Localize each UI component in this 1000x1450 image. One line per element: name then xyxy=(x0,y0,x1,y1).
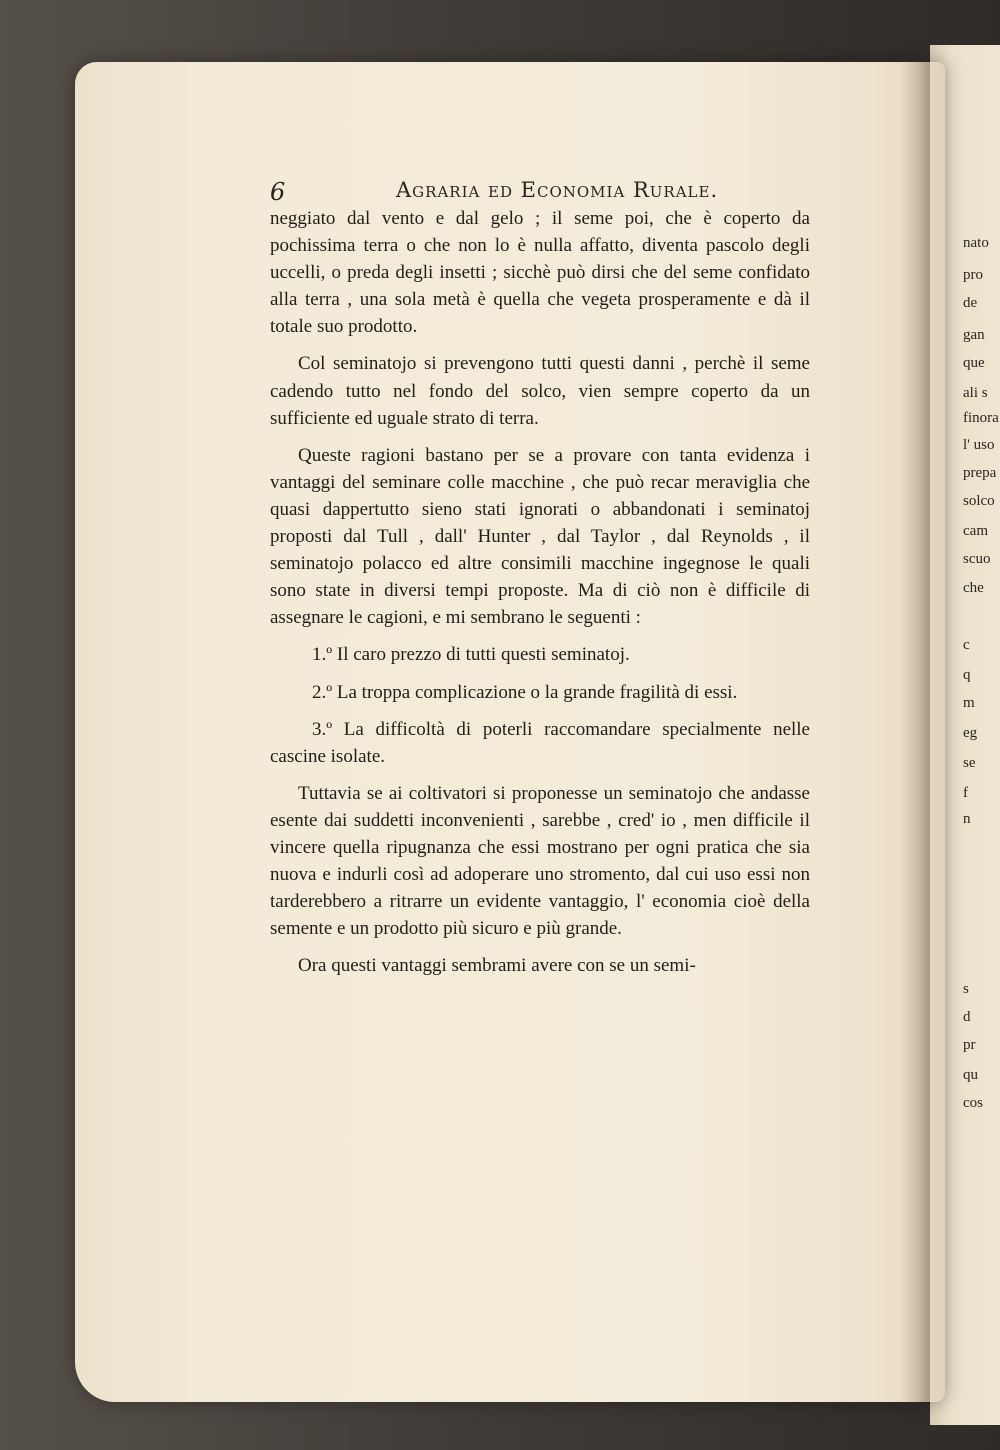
facing-text-fragment: que xyxy=(963,355,985,371)
page-number: 6 xyxy=(270,178,287,206)
facing-text-fragment: s xyxy=(963,981,969,997)
paragraph: Queste ragioni bastano per se a provare con tanta evidenza i vantaggi del seminare colle macchine , che può recar meraviglia che quasi dappertutto sieno stati ignorati o abbandonati i seminatoj proposti dal Tull , dall' Hunter , dal Taylor , dal Reynolds , il seminatojo polacco ed altre consimili macchine ingegnose le quali sono state in diversi tempi proposte. Ma di ciò non è difficile di assegnare le cagioni, e mi sembrano le seguenti : xyxy=(270,444,810,629)
facing-text-fragment: prepa xyxy=(963,465,997,481)
page-gutter-shadow xyxy=(900,62,930,1402)
facing-text-fragment: cos xyxy=(963,1095,983,1111)
facing-text-fragment: che xyxy=(963,580,984,596)
facing-text-fragment: scuo xyxy=(963,551,991,567)
facing-text-fragment: se xyxy=(963,755,976,771)
facing-text-fragment: nato xyxy=(963,235,989,251)
facing-text-fragment: l' uso xyxy=(963,437,995,453)
numbered-item: 1.º Il caro prezzo di tutti questi seminatoj. xyxy=(312,644,630,666)
body-text xyxy=(270,205,810,989)
facing-text-fragment: ali s xyxy=(963,385,988,401)
facing-text-fragment: c xyxy=(963,637,970,653)
numbered-item: 3.º La difficoltà di poterli raccomandare specialmente nelle cascine isolate. xyxy=(270,718,810,767)
facing-text-fragment: q xyxy=(963,667,971,683)
numbered-item: 2.º La troppa complicazione o la grande fragilità di essi. xyxy=(312,681,738,703)
facing-text-fragment: m xyxy=(963,695,975,711)
running-header xyxy=(270,178,810,208)
facing-text-fragment: eg xyxy=(963,725,978,741)
facing-text-fragment: n xyxy=(963,811,971,827)
paragraph-continued: neggiato dal vento e dal gelo ; il seme poi, che è coperto da pochissima terra o che non lo è nulla affatto, diventa pascolo degli uccelli, o preda degli insetti ; sicchè può dirsi che del seme confidato alla terra , una sola metà è quella che vegeta prosperamente e dà il totale suo prodotto. xyxy=(270,208,810,338)
facing-text-fragment: d xyxy=(963,1009,971,1025)
facing-text-fragment: qu xyxy=(963,1067,978,1083)
running-head-title: Agraria ed Economia Rurale. xyxy=(396,178,719,202)
facing-text-fragment: pr xyxy=(963,1037,976,1053)
facing-text-fragment: pro xyxy=(963,267,983,283)
paragraph: Ora questi vantaggi sembrami avere con se un semi- xyxy=(298,955,696,977)
facing-text-fragment: cam xyxy=(963,523,988,539)
facing-text-fragment: de xyxy=(963,295,978,311)
paragraph: Tuttavia se ai coltivatori si proponesse un seminatojo che andasse esente dai suddetti inconvenienti , sarebbe , cred' io , men difficile il vincere quella ripugnanza che essi mostrano per ogni pratica che sia nuova e indurli così ad adoperare uno stromento, dal cui uso essi non tarderebbero a ritrarre un evidente vantaggio, l' economia cioè della semente e un prodotto più sicuro e più grande. xyxy=(270,782,810,940)
facing-text-fragment: f xyxy=(963,785,968,801)
facing-text-fragment: finora xyxy=(963,410,999,426)
facing-text-fragment: solco xyxy=(963,493,995,509)
facing-text-fragment: gan xyxy=(963,327,985,343)
paragraph: Col seminatojo si prevengono tutti questi danni , perchè il seme cadendo tutto nel fondo del solco, vien sempre coperto da un sufficiente ed uguale strato di terra. xyxy=(270,353,810,429)
